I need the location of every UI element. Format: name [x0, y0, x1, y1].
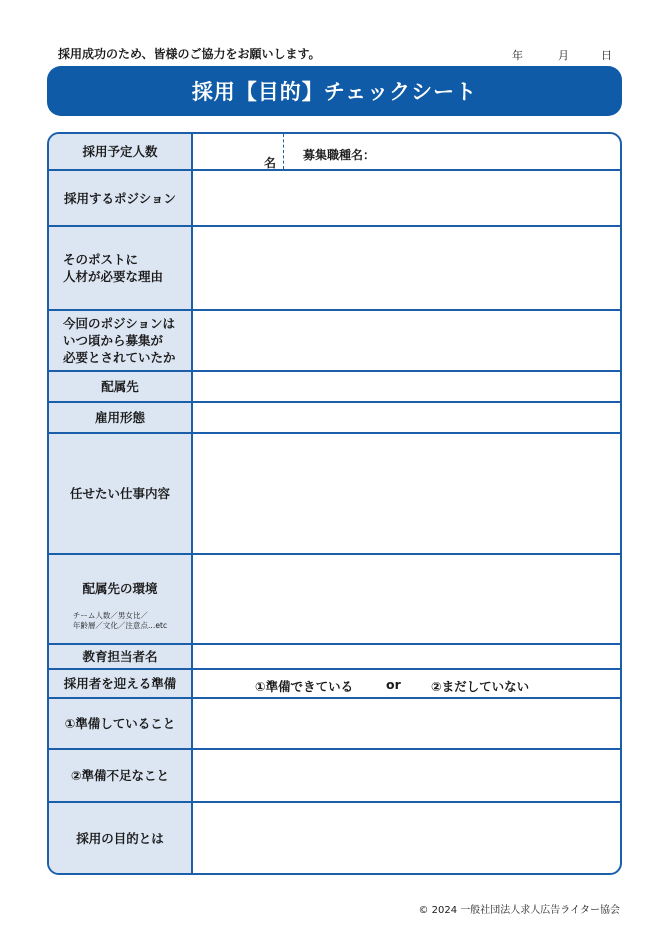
prepared-label: ①準備していること [49, 699, 193, 748]
headcount-unit: 名 [264, 156, 277, 170]
position-field[interactable] [193, 171, 620, 225]
employment-label: 雇用形態 [49, 403, 193, 432]
readiness-label: 採用者を迎える準備 [49, 670, 193, 697]
headcount-field[interactable] [193, 134, 620, 169]
row-purpose [49, 803, 620, 873]
date-month-label: 月 [558, 49, 569, 62]
purpose-field[interactable] [193, 803, 620, 873]
headcount-label: 採用予定人数 [49, 134, 193, 169]
row-since [49, 311, 620, 372]
duties-field[interactable] [193, 434, 620, 553]
purpose-label: 採用の目的とは [49, 803, 193, 873]
prepared-field[interactable] [193, 699, 620, 748]
page-title: 採用【目的】チェックシート [191, 80, 478, 104]
lacking-field[interactable] [193, 750, 620, 801]
department-label: 配属先 [49, 372, 193, 401]
duties-label: 任せたい仕事内容 [49, 434, 193, 553]
row-position [49, 171, 620, 227]
option-or-text: or [386, 677, 401, 692]
row-environment [49, 555, 620, 645]
row-prepared [49, 699, 620, 750]
trainer-label: 教育担当者名 [49, 645, 193, 668]
row-reason [49, 227, 620, 311]
row-headcount [49, 134, 620, 171]
readiness-options [193, 670, 620, 697]
date-year-label: 年 [512, 49, 523, 62]
option-ready[interactable]: ①準備できている [255, 679, 354, 694]
job-title-label: 募集職種名： [303, 148, 376, 162]
environment-label: 配属先の環境 チーム人数／男女比／ 年齢層／文化／注意点…etc [49, 555, 193, 643]
since-field[interactable] [193, 311, 620, 370]
copyright: © 2024 一般社団法人求人広告ライター協会 [418, 905, 620, 916]
row-duties [49, 434, 620, 555]
field-divider [283, 134, 284, 169]
title-banner [47, 66, 622, 116]
reason-label: そのポストに 人材が必要な理由 [49, 227, 193, 309]
header-note: 採用成功のため、皆様のご協力をお願いします。 [58, 47, 321, 61]
option-not-ready[interactable]: ②まだしていない [431, 679, 530, 694]
lacking-label: ②準備不足なこと [49, 750, 193, 801]
row-trainer [49, 645, 620, 670]
environment-note: チーム人数／男女比／ 年齢層／文化／注意点…etc [72, 610, 168, 630]
environment-field[interactable] [193, 555, 620, 643]
department-field[interactable] [193, 372, 620, 401]
row-readiness [49, 670, 620, 699]
row-department [49, 372, 620, 403]
row-lacking [49, 750, 620, 803]
check-sheet-form [47, 132, 622, 875]
row-employment [49, 403, 620, 434]
reason-field[interactable] [193, 227, 620, 309]
since-label: 今回のポジションは いつ頃から募集が 必要とされていたか [49, 311, 193, 370]
date-day-label: 日 [601, 49, 612, 62]
employment-field[interactable] [193, 403, 620, 432]
position-label: 採用するポジション [49, 171, 193, 225]
trainer-field[interactable] [193, 645, 620, 668]
